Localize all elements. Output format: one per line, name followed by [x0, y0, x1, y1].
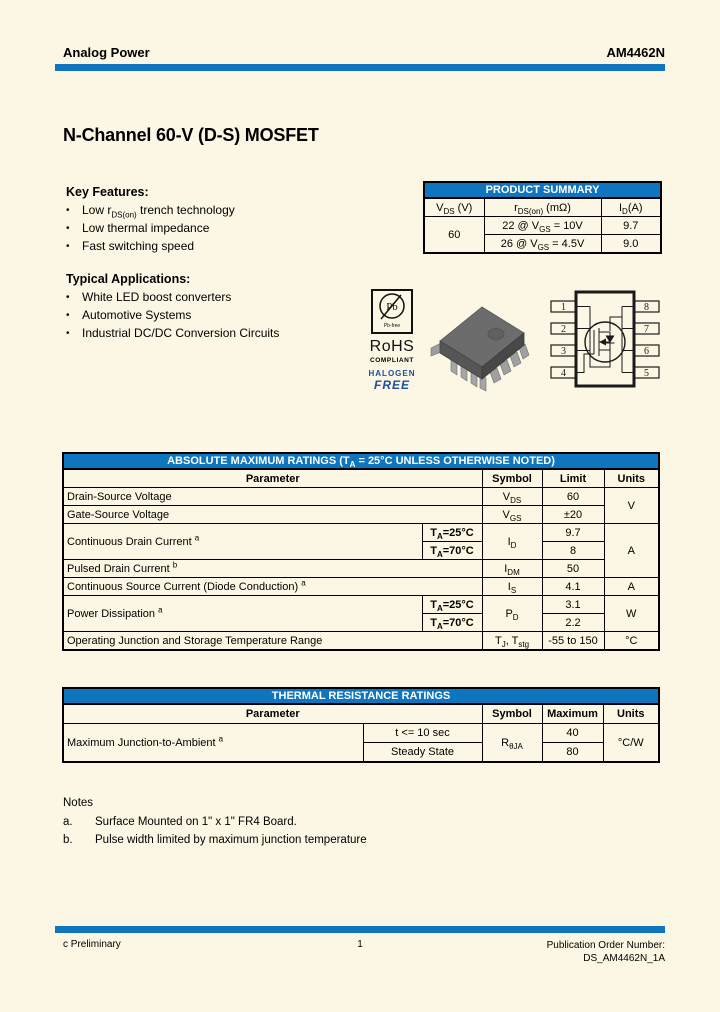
bullet-icon: • — [66, 292, 70, 303]
halogen-free-label: FREE — [373, 378, 410, 392]
note-a-text: Surface Mounted on 1" x 1" FR4 Board. — [95, 816, 297, 828]
package-photo-soic8 — [424, 293, 536, 398]
condition-t10sec: t <= 10 sec — [363, 724, 482, 743]
header-units: Units — [603, 704, 659, 724]
limit-vgs: ±20 — [542, 506, 604, 524]
notes-heading: Notes — [63, 797, 94, 809]
pin-label: 3 — [561, 346, 566, 357]
limit-pd-70: 2.2 — [542, 614, 604, 632]
limit-is: 4.1 — [542, 578, 604, 596]
param-gate-source-voltage: Gate-Source Voltage — [63, 506, 482, 524]
param-pulsed-drain-current: Pulsed Drain Current $^b$ — [63, 560, 482, 578]
id-value-1: 9.7 — [601, 217, 661, 235]
halogen-label: HALOGEN — [368, 369, 416, 378]
list-item — [66, 309, 279, 322]
bullet-icon: • — [66, 205, 70, 216]
list-item — [66, 240, 235, 253]
header-maximum: Maximum — [542, 704, 603, 724]
units-a: A — [604, 524, 659, 578]
rohs-label: RoHS — [369, 338, 415, 355]
max-t10sec: 40 — [542, 724, 603, 743]
bullet-icon: • — [66, 223, 70, 234]
header-limit: Limit — [542, 469, 604, 488]
header-symbol: Symbol — [482, 469, 542, 488]
id-value-2: 9.0 — [601, 235, 661, 254]
pin-label: 2 — [561, 324, 566, 335]
header-parameter: Parameter — [63, 704, 482, 724]
table-row — [63, 524, 659, 542]
condition-ta25-pd: $T_A=25^\circ C$ — [422, 596, 482, 614]
note-b-text: Pulse width limited by maximum junction temperature — [95, 834, 367, 846]
pin-label: 8 — [644, 302, 649, 313]
applications-heading: Typical Applications: — [66, 272, 191, 286]
bullet-icon: • — [66, 310, 70, 321]
list-item — [66, 222, 235, 235]
table-row — [63, 578, 659, 596]
rohs-badge — [368, 289, 416, 392]
condition-ta70: $T_A=70^\circ C$ — [422, 542, 482, 560]
units-degc: °C — [604, 632, 659, 651]
svg-text:Pb: Pb — [386, 301, 398, 313]
note-b-label: b. — [63, 834, 73, 846]
product-summary-title: PRODUCT SUMMARY — [424, 182, 661, 198]
note-b — [63, 834, 367, 846]
bullet-icon: • — [66, 241, 70, 252]
condition-ta25: $T_A=25^\circ C$ — [422, 524, 482, 542]
pin-label: 1 — [561, 302, 566, 313]
product-summary-table — [423, 181, 662, 254]
symbol-vds: $V_{DS}$ — [482, 488, 542, 506]
condition-ta70-pd: $T_A=70^\circ C$ — [422, 614, 482, 632]
page-number: 1 — [357, 939, 363, 950]
note-a — [63, 816, 297, 828]
header-rule — [55, 64, 665, 71]
param-operating-temp-range: Operating Junction and Storage Temperature Range — [63, 632, 482, 651]
units-w: W — [604, 596, 659, 632]
table-row — [63, 596, 659, 614]
pin-label: 4 — [561, 368, 566, 379]
units-v: V — [604, 488, 659, 524]
feature-item-3: Fast switching speed — [82, 239, 195, 253]
abs-table-title: ABSOLUTE MAXIMUM RATINGS ($T_A = 25^\circ C$ UNLESS OTHERWISE NOTED) — [63, 453, 659, 469]
symbol-idm: $I_{DM}$ — [482, 560, 542, 578]
table-row — [63, 560, 659, 578]
publication-order-number: DS_AM4462N_1A — [583, 953, 665, 964]
symbol-tj-tstg: $T_J$, $T_{stg}$ — [482, 632, 542, 651]
application-item-3: Industrial DC/DC Conversion Circuits — [82, 326, 280, 340]
pinout-diagram — [546, 287, 664, 398]
page-title: N-Channel 60-V (D-S) MOSFET — [63, 125, 319, 145]
table-row — [63, 488, 659, 506]
param-junction-to-ambient: Maximum Junction-to-Ambient $^a$ — [63, 724, 363, 763]
list-item — [66, 327, 279, 340]
table-row — [63, 724, 659, 743]
param-power-dissipation: Power Dissipation $^a$ — [63, 596, 422, 632]
col-header-vds: $V_{DS}$ (V) — [424, 198, 484, 217]
header-units: Units — [604, 469, 659, 488]
header-parameter: Parameter — [63, 469, 482, 488]
limit-temp-range: -55 to 150 — [542, 632, 604, 651]
footer-rule — [55, 926, 665, 933]
feature-item-1: Low $r_{DS(on)}$ trench technology — [82, 203, 235, 220]
thermal-table-title: THERMAL RESISTANCE RATINGS — [63, 688, 659, 704]
limit-id-70: 8 — [542, 542, 604, 560]
param-continuous-drain-current: Continuous Drain Current $^a$ — [63, 524, 422, 560]
list-item — [66, 203, 235, 220]
vds-value: 60 — [424, 217, 484, 254]
key-features-heading: Key Features: — [66, 185, 149, 199]
rdson-condition-1: 22 @ $V_{GS} = 10V$ — [484, 217, 601, 235]
applications-section — [66, 272, 279, 345]
company-name: Analog Power — [63, 45, 150, 60]
note-a-label: a. — [63, 816, 73, 828]
footer-publication — [547, 939, 665, 965]
feature-item-2: Low thermal impedance — [82, 221, 210, 235]
list-item — [66, 291, 279, 304]
rdson-condition-2: 26 @ $V_{GS} = 4.5V$ — [484, 235, 601, 254]
table-row — [63, 632, 659, 651]
symbol-vgs: $V_{GS}$ — [482, 506, 542, 524]
svg-text:Pb-free: Pb-free — [383, 323, 401, 329]
thermal-resistance-table — [62, 687, 660, 763]
key-features-section — [66, 185, 235, 258]
application-item-1: White LED boost converters — [82, 290, 232, 304]
units-degc-w: °C/W — [603, 724, 659, 763]
pin-label: 5 — [644, 368, 649, 379]
symbol-is: $I_S$ — [482, 578, 542, 596]
rohs-compliant-label: COMPLIANT — [369, 357, 415, 364]
pin-label: 6 — [644, 346, 649, 357]
symbol-id: $I_D$ — [482, 524, 542, 560]
limit-idm: 50 — [542, 560, 604, 578]
publication-order-label: Publication Order Number: — [546, 940, 665, 951]
limit-vds: 60 — [542, 488, 604, 506]
table-row — [63, 506, 659, 524]
pin-label: 7 — [644, 324, 649, 335]
condition-steady-state: Steady State — [363, 743, 482, 763]
application-item-2: Automotive Systems — [82, 308, 192, 322]
footer-preliminary: c Preliminary — [63, 939, 121, 950]
absolute-maximum-ratings-table — [62, 452, 660, 651]
limit-pd-25: 3.1 — [542, 596, 604, 614]
bullet-icon: • — [66, 328, 70, 339]
part-number: AM4462N — [606, 45, 665, 60]
header-symbol: Symbol — [482, 704, 542, 724]
symbol-rthja: $R_{\theta JA}$ — [482, 724, 542, 763]
max-steady-state: 80 — [542, 743, 603, 763]
col-header-rdson: $r_{DS(on)}$ (mΩ) — [484, 198, 601, 217]
units-a2: A — [604, 578, 659, 596]
limit-id-25: 9.7 — [542, 524, 604, 542]
col-header-id: $I_D(A)$ — [601, 198, 661, 217]
param-continuous-source-current: Continuous Source Current (Diode Conduction) $^a$ — [63, 578, 482, 596]
symbol-pd: $P_D$ — [482, 596, 542, 632]
param-drain-source-voltage: Drain-Source Voltage — [63, 488, 482, 506]
pb-free-icon — [371, 289, 413, 334]
